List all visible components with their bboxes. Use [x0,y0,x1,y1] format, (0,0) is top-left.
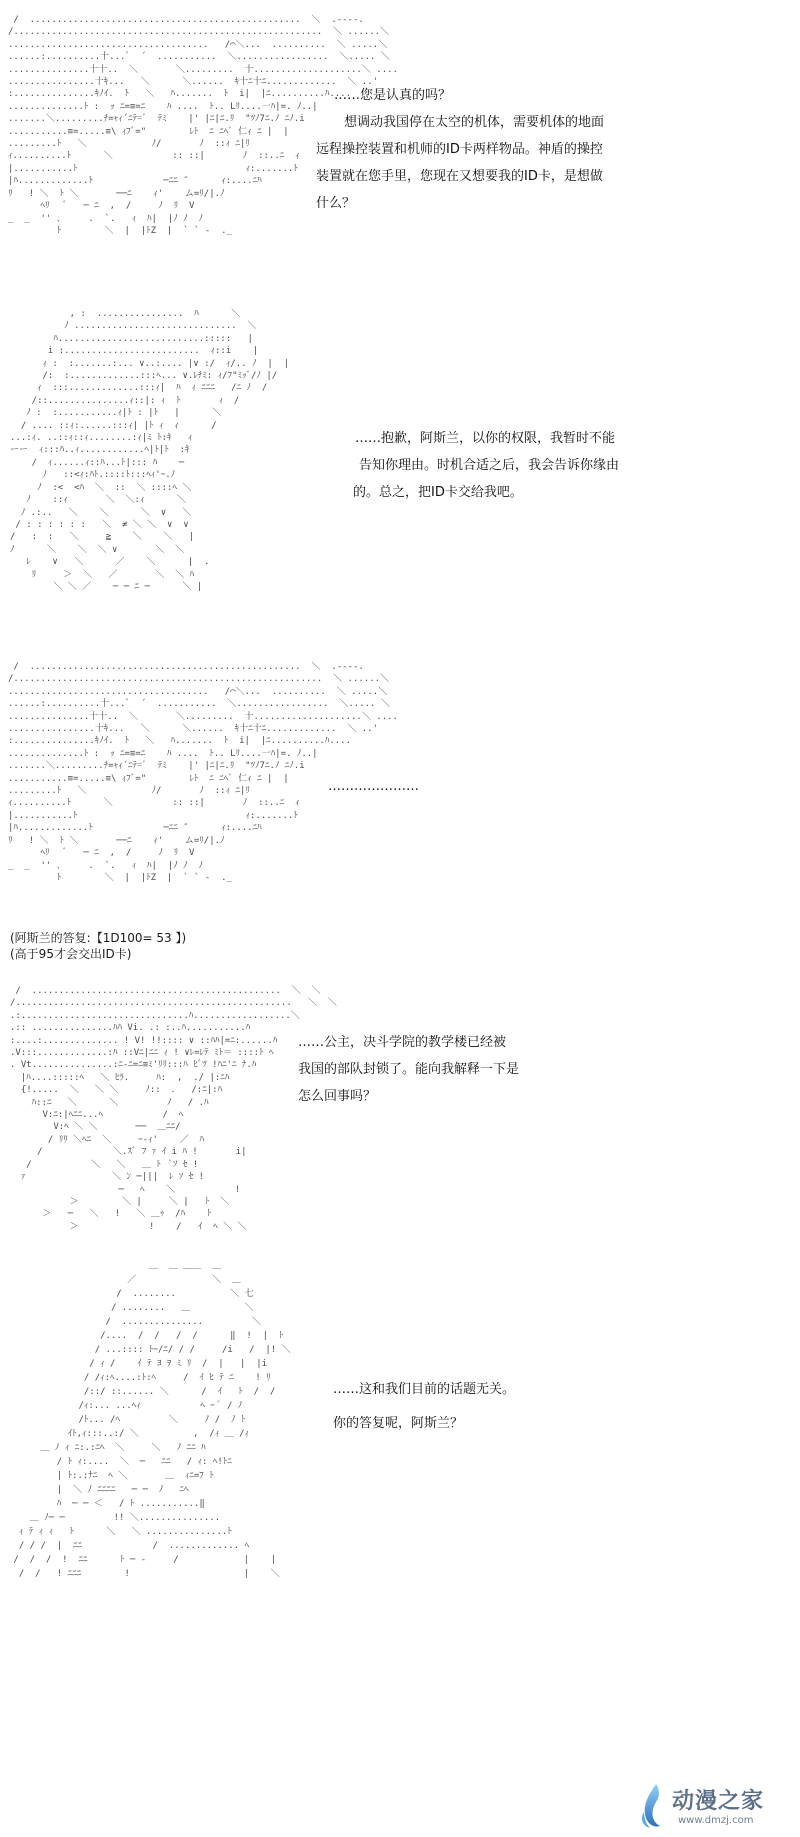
dialogue-line: 什么？ [316,196,356,211]
dialogue-line: ……公主，决斗学院的教学楼已经被 [298,1035,507,1050]
site-watermark [638,1782,798,1836]
dialogue-line: 想调动我国停在太空的机体，需要机体的地面 [344,115,605,130]
ascii-art-portrait: / .............................................. ＼ ＼ /................................................... ＼ ＼ .:...............................ﾊ..................＼ .:: ...............ﾊﾊ Vi. .: :..ﾊ...........ﾊ :....:.............. ! V! !!:::: ∨ ::ﾊﾊ|=ﾆ:......ﾊ .V:::.............:ﾊ ::Vﾆ|ﾆﾆ ｨ ! ∨ﾚ=ﾚﾃ ﾐﾄ＝ ::::ﾄ ﾍ . Vt...............:ﾆ-ﾆ=ﾆ≡ﾐ'ﾘﾘ:::ﾊ ﾋﾞﾂ !ﾊﾆ'ﾆ ﾅ.ﾊ |ﾊ....:::::ﾍ ＼ ﾋﾗ. ﾊ: , ./ |:ﾆﾊ {!..... ＼ ＼ ＼ ﾉ:: ． /:ﾆ|:ﾊ ﾊ::ﾆ ＼ ＼ ﾉ / .ﾊ V:ﾆ:|ﾍﾆﾆ...ﾍ / ﾍ V:ﾍ ＼ ＼ ── ＿ﾆﾆ/ / ﾘﾘ ＼ﾍﾆ ＼ ｰ-ｨ' ／ ﾊ / ＼.ｽﾞ ﾌ ｧ ｲ i ﾊ ! i| / ＼ ＼ ＿ ﾄ ﾞｿ ｾ ! ｧ ＼ ﾝ ─||| ﾚ ｿ ｾ ! ─ ﾍ ＼ ! ＞ ＼ | ＼ | ﾄ ＼ ＞ ─ ＼ ! ＼ ＿ｩ /ﾊ ﾄ ＞ ! / ｲ ﾍ ＼ ＼ [10,986,337,1232]
dialogue-line: 装置就在您手里，您现在又想要我的ID卡，是想做 [316,169,603,184]
dialogue-line: ……抱歉，阿斯兰，以你的权限，我暂时不能 [355,431,616,446]
watermark-title: 动漫之家 [672,1789,765,1814]
dialogue-block [316,82,790,217]
dialogue-block [333,1373,773,1441]
watermark-url: www.dmzj.com [678,1815,754,1826]
panel-5 [0,1255,800,1835]
dialogue-line: 你的答复呢，阿斯兰？ [333,1416,464,1431]
dialogue-block [328,773,528,800]
dialogue-line: 告知你理由。时机合适之后，我会告诉你缘由 [359,458,620,473]
panel-2 [0,300,800,645]
blue-flame-leaf-icon [638,1782,668,1830]
dialogue-line: ……您是认真的吗？ [334,88,452,103]
dialogue-line: 怎么回事吗？ [298,1089,377,1104]
ascii-art-portrait: / .................................................. ＼ .----. /......................................................... ＼ ......＼ ..................................... /⌒＼... .......... ＼ .....＼ ......:..........十...ﾟ ´ ........... ＼................. ＼..... ＼ ...............十十.. ＼ ＼......... 十....................＼ .... ................十ｷ... ＼ ＼...... ｷ十ﾆ十ﾆ............. ＼ ..' :...............ｷﾉｲ. ﾄ ＼ ﾊ....... ﾄ i| |ﾆ..........ﾊ.... ..............ﾄ : ｯ ﾆ=≡=ﾆ ﾊ .... ﾄ.. Lﾘ....一ﾊ|=. ﾉ..| .......＼.........ﾁ=ｬｨ´ﾆﾃ=ﾞ ﾃﾐ |' |ﾆ|ﾆ.ﾘ "ﾂﾉ7ﾆ.ﾉ ﾆﾉ.i ...........≡=.....≡\ ｨﾌﾞ=" ﾚﾄ ﾆ ﾆﾍﾞ 仁ｨ ﾆ | | .........ﾄ ＼ ﾉ/ ﾉ ::ｨ ﾆ|ﾘ ｨ..........ﾄ ＼ :: ::| ﾉ ::..ﾆ ｨ |...........ﾄ ｨ:.......ﾄ |ﾊ.............ﾄ ─ﾆﾆ ″ ｨ:....ﾆﾊ ﾘ ! ＼ ﾄ ＼ ──ﾆ ｨ' ム=ﾘ/|.ﾉ ﾍﾘ ﾞ ─ ﾆ , / ﾉ ﾘ V _ _ '' ､ . `. ｨ ﾊ| |ﾉ ﾉ ﾉ ﾄ ＼ | |ﾄZ | ` ` - ._ [8,662,398,883]
dialogue-block [355,425,795,506]
dialogue-block [298,1029,778,1110]
dice-roll-result: (阿斯兰的答复:【1D100= 53 】) [10,931,187,945]
dialogue-line: 我国的部队封锁了。能向我解释一下是 [298,1062,520,1077]
panel-3 [0,655,800,965]
panel-1 [0,0,800,290]
ascii-art-portrait: / .................................................. ＼ .----. /......................................................... ＼ ......＼ ..................................... /⌒＼... .......... ＼ .....＼ ......:..........十...ﾟ ´ ........... ＼................. ＼..... ＼ ...............十十.. ＼ ＼......... 十....................＼ .... ................十ｷ... ＼ ＼...... ｷ十ﾆ十ﾆ............. ＼ ..' :...............ｷﾉｲ. ﾄ ＼ ﾊ....... ﾄ i| |ﾆ..........ﾊ.... ..............ﾄ : ｯ ﾆ=≡=ﾆ ﾊ .... ﾄ.. Lﾘ....一ﾊ|=. ﾉ..| .......＼.........ﾁ=ｬｨ´ﾆﾃ=ﾞ ﾃﾐ |' |ﾆ|ﾆ.ﾘ "ﾂﾉ7ﾆ.ﾉ ﾆﾉ.i ...........≡=.....≡\ ｨﾌﾞ=" ﾚﾄ ﾆ ﾆﾍﾞ 仁ｨ ﾆ | | .........ﾄ ＼ ﾉ/ ﾉ ::ｨ ﾆ|ﾘ ｨ..........ﾄ ＼ :: ::| ﾉ ::..ﾆ ｨ |...........ﾄ ｨ:.......ﾄ |ﾊ.............ﾄ ─ﾆﾆ ″ ｨ:....ﾆﾊ ﾘ ! ＼ ﾄ ＼ ──ﾆ ｨ' ム=ﾘ/|.ﾉ ﾍﾘ ﾞ ─ ﾆ , / ﾉ ﾘ V _ _ '' ､ . `. ｨ ﾊ| |ﾉ ﾉ ﾉ ﾄ ＼ | |ﾄZ | ` ` - ._ [8,15,398,236]
dice-roll-condition: (高于95才会交出ID卡) [10,947,132,961]
dialogue-line: ……这和我们目前的话题无关。 [333,1382,516,1397]
dice-roll-note [10,930,186,962]
panel-4 [0,985,800,1240]
dialogue-line: 远程操控装置和机师的ID卡两样物品。神盾的操控 [316,142,603,157]
dialogue-line: ………………… [328,779,419,794]
ascii-art-portrait: , : ................ ﾊ ＼ ﾉ .............................. ＼ ﾊ...........................::::: | i :......................... ｨ::i | ｨ : :.......:... ∨..:.... |∨ :/ ｨ/.. ﾉ | | /: :.............:::ﾍ... ∨.ﾚﾁﾐ: ｨ/ﾌ"ﾐｯﾞ/ﾉ |/ ｨ :::.............:::ｨ| ﾊ ｨ ﾆﾆﾆ /ﾆ ﾉ / /::...............ｨ::|: ｨ ﾄ ｨ / ﾉ : :...........ｨ|ﾄ : |ﾄ | ＼ / .... ::ｨ:......:::ｨ| |ﾄ ｨ ｨ / ...:ｨ. ..::ｨ::ｨ........:ｨ|ﾐ ﾄ:ｷ ｨ ーー ｨ:::ﾊ..ｨ............ﾍ|ﾄ|ﾄ :ｷ / ｨ......ｨ::ﾊ...ﾄ|::: ﾊ ─ ﾉ ::<ｨ:ﾊﾄ.::::ﾄ:::ﾍｨ'ｰ.ﾉ ﾉ :< <ﾊ ＼ :: ＼ ::::ﾍ ＼ ﾉ ::ｨ ＼ ＼:ｨ ＼ ﾉ .:.. ＼ ＼ ＼ ∨ ＼ / : : : : : : ＼ ≠ ＼ ＼ ∨ ∨ / : : ＼ ≧ ＼ ＼ | ﾉ ＼ ＼ ＼ ∨ ＼ ＼ ﾚ ∨ ＼ ／ ＼ | . ﾘ ＞ ＼ ／ ＼ ＼ ﾊ ＼ ＼ ／ ─ ─ ﾆ ─ ＼ | [10,309,290,592]
ascii-art-portrait: ＿ ＿ ＿＿ ＿ ／ ＼ ＿ / ........ ＼ 七 / ........ ＿ ＼ / ............... ＼ /.... / / / / ‖ ! | ﾄ / ...:::: ﾄｰ/ﾆ/ / / /i / |! ＼ / ｨ / ｲ ﾃ ﾖ ｦ ﾐ ﾘ / | | |i / /ｨ:ﾍ....:ﾄ:ﾍ / ｲ ﾋ ﾃ ﾆ ! ﾘ /::/ ::...... ＼ / ｲ ﾄ / / /ｨ:... ...ﾍｨ ﾍ ｰ ﾞ / ﾉ /ﾄ... /ﾍ ＼ ﾉ / ﾉ ﾄ ｲﾄ,ｨ:::..:/ ＼ , /ｨ ＿ /ｨ ＿ ﾉ ｨ ﾆ:.:ﾆﾍ ＼ ＼ ﾉ ﾆﾆ ﾊ / ﾄ ｨ:.... ＼ ─ ﾆﾆ / ｨ: ﾍ!ﾄﾆ | ﾄ:.:ﾅﾆ ﾍ ＼ ＿ ｨﾆ=ﾌ ﾄ | ＼ ﾉ ﾆﾆﾆﾆ ─ ─ ﾉ ﾆﾍ ﾊ ─ ─ ＜ / ﾄ ...........‖ ＿ ﾉ─ ─ !! ＼............... ｨ ﾃ ｨ ｨ ﾄ ＼ ＼ ...............ﾄ / / / | ﾆﾆ / ............. ﾍ / / / ! ﾆﾆ ﾄ ─ - / | | / / ! ﾆﾆﾆ ! | ＼ [13,1261,291,1579]
dialogue-line: 的。总之，把ID卡交给我吧。 [353,485,523,500]
